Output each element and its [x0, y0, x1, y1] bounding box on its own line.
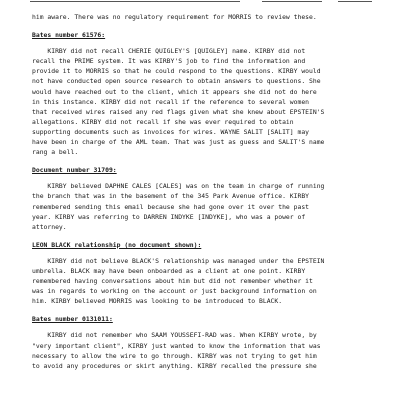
paragraph-line: KIRBY did not remember who SAAM YOUSSEFI-RAD was. When KIRBY wrote, by: [32, 331, 317, 340]
section-paragraph: [32, 256, 380, 306]
paragraph-line: not have conducted open source research to obtain answers to questions. She: [32, 77, 321, 86]
paragraph-line: supporting documents such as invoices for wires. WAYNE SALIT [SALIT] may: [32, 127, 310, 136]
section-paragraph: [32, 330, 380, 370]
paragraph-line: was in regards to working on the account or just background information on: [32, 287, 317, 296]
section-paragraph: [32, 12, 380, 22]
section-paragraph: [32, 46, 380, 157]
paragraph-line: him. KIRBY believed MORRIS was looking to be introduced to BLACK.: [32, 297, 283, 306]
paragraph-line: KIRBY did not recall CHERIE QUIGLEY'S [QUIGLEY] name. KIRBY did not: [32, 47, 306, 56]
paragraph-line: him aware. There was no regulatory requirement for MORRIS to review these.: [32, 13, 317, 21]
paragraph-line: KIRBY believed DAPHNE CALES [CALES] was on the team in charge of running: [32, 182, 325, 191]
section-paragraph: [32, 181, 380, 231]
paragraph-line: would have reached out to the client, which it appears she did not do here: [32, 87, 317, 96]
paragraph-line: provide it to MORRIS so that he could respond to the questions. KIRBY would: [32, 67, 321, 76]
paragraph-line: remembered sending this email because she had gone over it over the past: [32, 202, 310, 211]
paragraph-line: "very important client", KIRBY just wanted to know the information that was: [32, 341, 321, 350]
document-body: [32, 12, 380, 371]
paragraph-line: recall the PRIME system. It was KIRBY'S job to find the information and: [32, 57, 306, 66]
paragraph-line: have been in charge of the AML team. That was just as guess and SALIT'S name: [32, 138, 325, 147]
paragraph-line: in this instance. KIRBY did not recall if the reference to several women: [32, 97, 310, 106]
paragraph-line: allegations. KIRBY did not recall if she was ever required to obtain: [32, 117, 294, 126]
paragraph-line: necessary to allow the wire to go through. KIRBY was not trying to get him: [32, 351, 317, 360]
header-field-line: [338, 1, 372, 2]
section-heading: Bates number 61576:: [32, 31, 106, 40]
paragraph-line: the branch that was in the basement of the 345 Park Avenue office. KIRBY: [32, 192, 310, 201]
section-heading: Document number 31709:: [32, 166, 117, 175]
paragraph-line: remembered having conversations about him but did not remember whether it: [32, 277, 313, 286]
section-heading: LEON BLACK relationship (no document shown):: [32, 240, 202, 249]
paragraph-line: that received wires raised any red flags given what she knew about EPSTEIN'S: [32, 107, 325, 116]
header-field-line: [262, 1, 322, 2]
paragraph-line: attorney.: [32, 222, 67, 231]
page-header-rule: [0, 0, 400, 6]
paragraph-line: KIRBY did not believe BLACK'S relationship was managed under the EPSTEIN: [32, 256, 325, 265]
section-heading: Bates number 0131011:: [32, 315, 113, 324]
paragraph-line: umbrella. BLACK may have been onboarded as a client at one point. KIRBY: [32, 266, 306, 275]
header-field-line: [30, 1, 240, 2]
paragraph-line: rang a bell.: [32, 148, 79, 157]
paragraph-line: year. KIRBY was referring to DARREN INDYKE [INDYKE], who was a power of: [32, 212, 306, 221]
paragraph-line: to avoid any procedures or skirt anything. KIRBY recalled the pressure she: [32, 361, 317, 370]
